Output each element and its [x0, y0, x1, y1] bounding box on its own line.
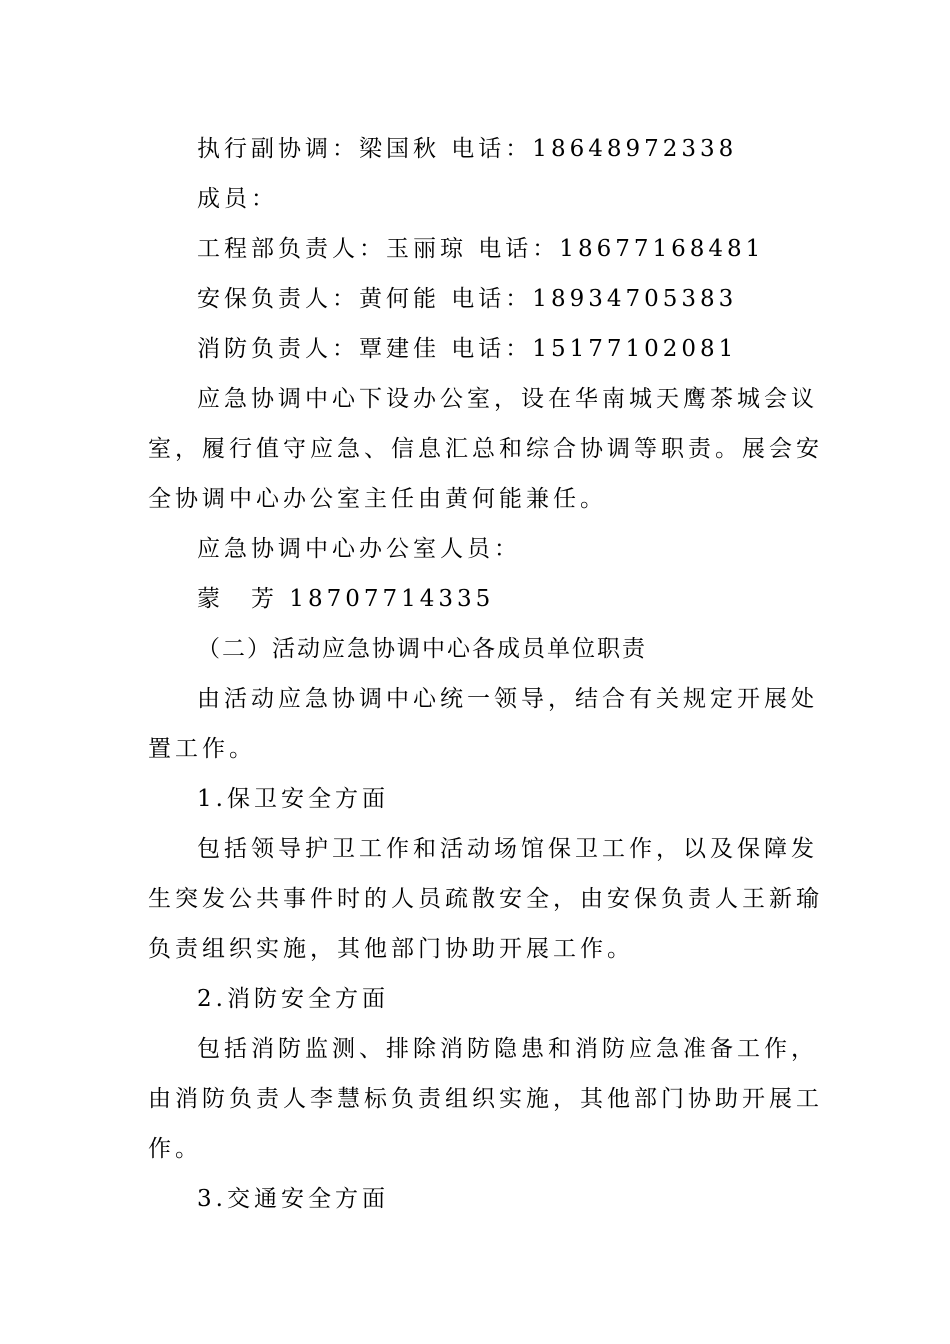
- members-heading: 成员：: [197, 186, 278, 212]
- security-lead-line: 安保负责人：黄何能 电话：18934705383: [197, 286, 738, 312]
- security-paragraph-line-1: 包括领导护卫工作和活动场馆保卫工作，以及保障发: [197, 836, 818, 862]
- office-staff-heading: 应急协调中心办公室人员：: [197, 536, 521, 562]
- subheading-fire: 2.消防安全方面: [197, 986, 389, 1012]
- fire-paragraph-line-2: 由消防负责人李慧标负责组织实施，其他部门协助开展工: [148, 1086, 823, 1112]
- security-paragraph-line-2: 生突发公共事件时的人员疏散安全，由安保负责人王新瑜: [148, 886, 823, 912]
- fire-paragraph-line-1: 包括消防监测、排除消防隐患和消防应急准备工作，: [197, 1036, 818, 1062]
- leadership-paragraph-line-1: 由活动应急协调中心统一领导，结合有关规定开展处: [197, 686, 818, 712]
- subheading-traffic: 3.交通安全方面: [197, 1186, 389, 1212]
- security-paragraph-line-3: 负责组织实施，其他部门协助开展工作。: [148, 936, 634, 962]
- section-heading-2: （二）活动应急协调中心各成员单位职责: [197, 636, 647, 662]
- office-paragraph-line-2: 室，履行值守应急、信息汇总和综合协调等职责。展会安: [148, 436, 823, 462]
- fire-lead-line: 消防负责人：覃建佳 电话：15177102081: [197, 336, 738, 362]
- office-paragraph-line-1: 应急协调中心下设办公室，设在华南城天鹰茶城会议: [197, 386, 818, 412]
- office-paragraph-line-3: 全协调中心办公室主任由黄何能兼任。: [148, 486, 607, 512]
- subheading-security: 1.保卫安全方面: [197, 786, 389, 812]
- engineering-lead-line: 工程部负责人：玉丽琼 电话：18677168481: [197, 236, 765, 262]
- leadership-paragraph-line-2: 置工作。: [148, 736, 256, 762]
- executive-deputy-coordinator-line: 执行副协调：梁国秋 电话：18648972338: [197, 136, 738, 162]
- office-staff-entry: 蒙 芳 18707714335: [197, 586, 495, 612]
- fire-paragraph-line-3: 作。: [148, 1136, 202, 1162]
